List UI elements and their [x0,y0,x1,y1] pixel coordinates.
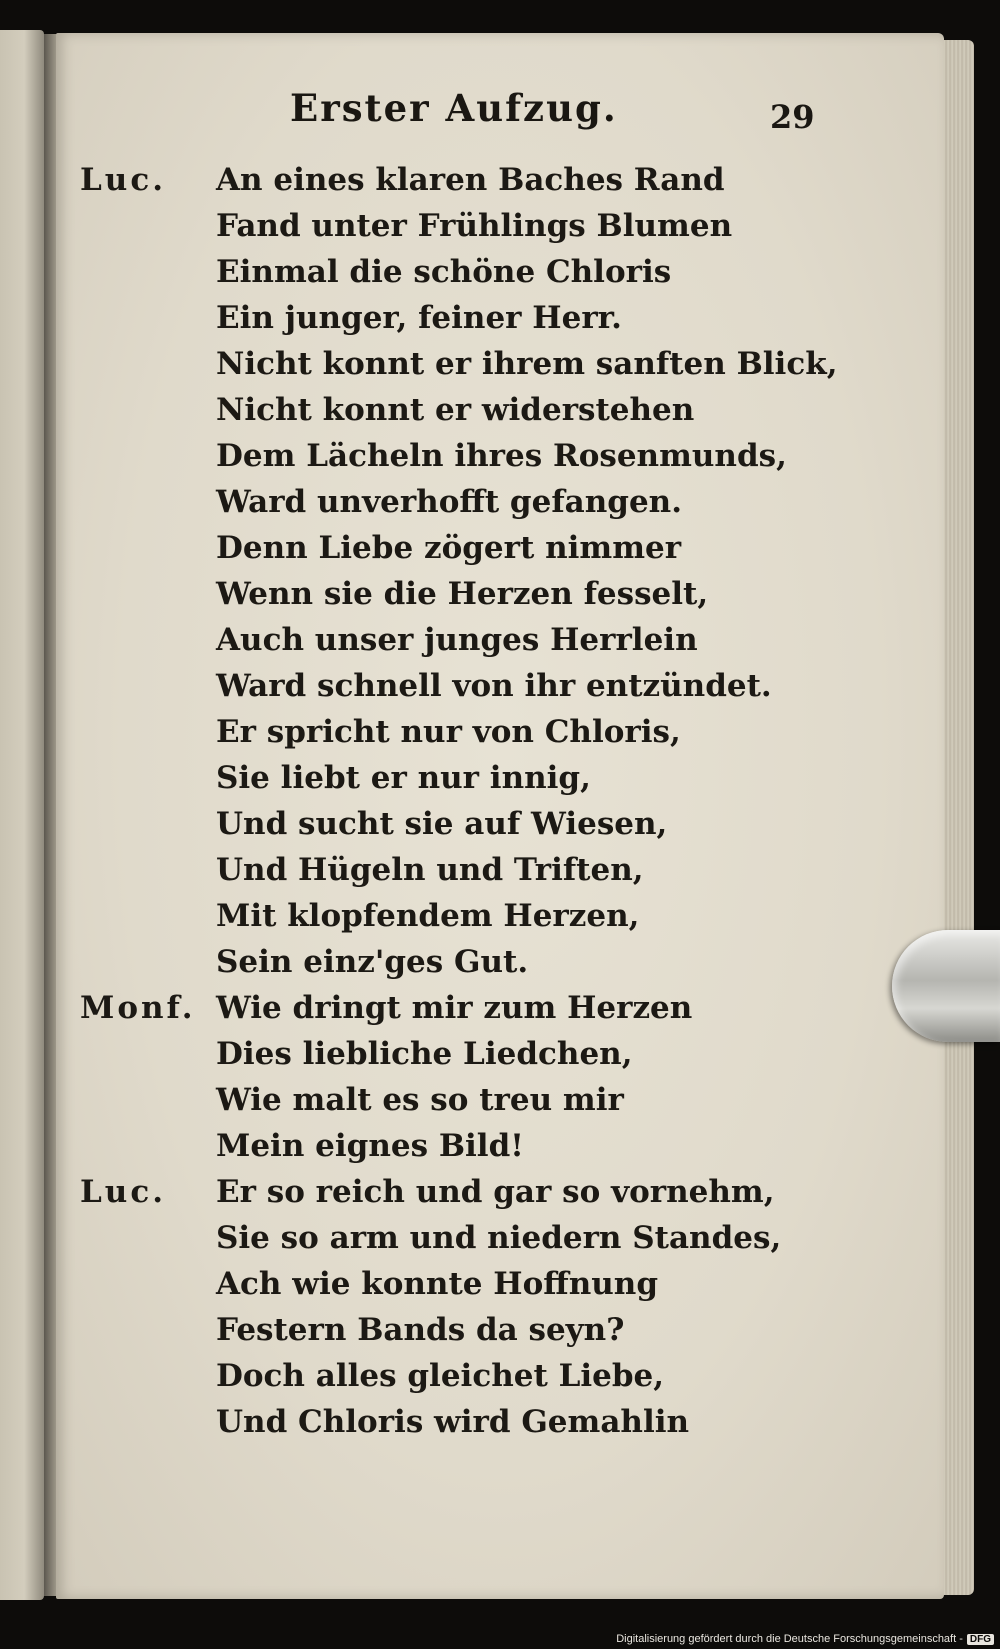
verse-line [0,250,944,296]
speaker-label: Monf. [80,990,196,1026]
verse-line [0,1124,944,1170]
verse-text: Ward unverhofft gefangen. [216,484,683,520]
verse-text: An eines klaren Baches Rand [216,162,725,198]
verse-text: Er spricht nur von Chloris, [216,714,681,750]
digitization-credit [616,1633,994,1645]
verse-text: Festern Bands da seyn? [216,1312,625,1348]
verse-line [0,526,944,572]
page-stack-edge [944,40,974,1595]
verse-text: Sie liebt er nur innig, [216,760,591,796]
verse-line [0,1354,944,1400]
verse-line [0,756,944,802]
verse-text: Dies liebliche Liedchen, [216,1036,633,1072]
verse-line [0,940,944,986]
verse-text: Sein einz'ges Gut. [216,944,529,980]
verse-line [0,1400,944,1446]
verse-text: Auch unser junges Herrlein [216,622,698,658]
verse-line [0,848,944,894]
verse-line [0,618,944,664]
verse-line [0,1308,944,1354]
verse-line [0,894,944,940]
verse-line [0,480,944,526]
verse-line [0,388,944,434]
verse-block [0,158,944,1446]
verse-line [0,434,944,480]
verse-text: Und Hügeln und Triften, [216,852,644,888]
verse-line [0,204,944,250]
verse-text: Und sucht sie auf Wiesen, [216,806,668,842]
verse-text: Wie dringt mir zum Herzen [216,990,693,1026]
verse-text: Ward schnell von ihr entzündet. [216,668,772,704]
verse-text: Mein eignes Bild! [216,1128,524,1164]
verse-line [0,1032,944,1078]
verse-text: Nicht konnt er widerstehen [216,392,695,428]
page-number: 29 [770,98,815,136]
verse-text: Wenn sie die Herzen fesselt, [216,576,709,612]
verse-line [0,572,944,618]
verse-text: Ein junger, feiner Herr. [216,300,622,336]
speaker-label: Luc. [80,1174,167,1210]
verse-text: Doch alles gleichet Liebe, [216,1358,665,1394]
verse-text: Wie malt es so treu mir [216,1082,624,1118]
verse-text: Fand unter Frühlings Blumen [216,208,733,244]
verse-text: Dem Lächeln ihres Rosenmunds, [216,438,787,474]
verse-line [0,158,944,204]
verse-text: Ach wie konnte Hoffnung [216,1266,659,1302]
speaker-label: Luc. [80,162,167,198]
verse-text: Und Chloris wird Gemahlin [216,1404,690,1440]
verse-line [0,986,944,1032]
verse-text: Mit klopfendem Herzen, [216,898,640,934]
verse-line [0,664,944,710]
verse-line [0,1262,944,1308]
verse-line [0,1078,944,1124]
verse-line [0,1216,944,1262]
verse-line [0,342,944,388]
verse-text: Nicht konnt er ihrem sanften Blick, [216,346,838,382]
verse-text: Er so reich und gar so vornehm, [216,1174,775,1210]
verse-line [0,1170,944,1216]
running-head: Erster Aufzug. [290,86,618,130]
dfg-logo: DFG [967,1634,994,1645]
verse-text: Denn Liebe zögert nimmer [216,530,682,566]
credit-text: Digitalisierung gefördert durch die Deutsche Forschungsgemeinschaft - [616,1633,963,1645]
verse-line [0,296,944,342]
verse-line [0,710,944,756]
verse-line [0,802,944,848]
verse-text: Sie so arm und niedern Standes, [216,1220,782,1256]
verse-text: Einmal die schöne Chloris [216,254,672,290]
